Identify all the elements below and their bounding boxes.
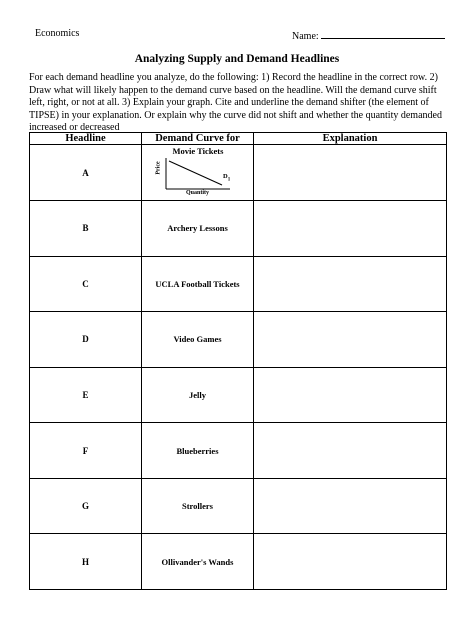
headline-cell[interactable]: A (30, 145, 142, 201)
x-axis-label: Quantity (186, 190, 210, 197)
demand-curve-cell[interactable]: UCLA Football Tickets (142, 256, 254, 312)
table-row (30, 145, 447, 201)
instructions (29, 72, 445, 135)
table-header-row (30, 133, 447, 145)
graph-title: Movie Tickets (172, 146, 224, 157)
subject-label: Economics (35, 28, 80, 39)
table-row (30, 534, 447, 590)
demand-curve-cell[interactable]: Archery Lessons (142, 201, 254, 257)
headline-cell[interactable]: G (30, 478, 142, 534)
demand-curve-line (169, 161, 222, 185)
curve-label: $D_1$ (223, 173, 231, 183)
instructions-text: For each demand headline you analyze, do the following: 1) Record the headline in the correct row. 2) Draw what will likely happen to the demand curve based on the headline. Will the demand curve shift left, right, or not at all. 3) Explain your graph. Cite and underline the demand shifter (the element of TIPSE) in your explanation. Or explain why the curve did not shift and whether the quantity demanded increased or decreased (29, 72, 442, 133)
headline-cell[interactable]: E (30, 367, 142, 423)
demand-curve-cell[interactable]: Ollivander's Wands (142, 534, 254, 590)
y-axis-label: Price (155, 161, 162, 175)
table-row (30, 201, 447, 257)
headline-cell[interactable]: H (30, 534, 142, 590)
explanation-cell[interactable] (254, 201, 447, 257)
table-row (30, 478, 447, 534)
demand-curve-cell[interactable] (142, 145, 254, 201)
explanation-cell[interactable] (254, 256, 447, 312)
demand-curve-cell[interactable]: Video Games (142, 312, 254, 368)
explanation-cell[interactable] (254, 423, 447, 479)
header-headline: Headline (30, 133, 142, 145)
table-row (30, 367, 447, 423)
name-blank-line[interactable] (321, 28, 445, 39)
header-demand-curve: Demand Curve for (142, 133, 254, 145)
demand-curve-cell[interactable]: Strollers (142, 478, 254, 534)
explanation-cell[interactable] (254, 478, 447, 534)
headline-cell[interactable]: F (30, 423, 142, 479)
explanation-cell[interactable] (254, 534, 447, 590)
demand-curve-cell[interactable]: Jelly (142, 367, 254, 423)
page-title: Analyzing Supply and Demand Headlines (134, 53, 340, 65)
table-row (30, 256, 447, 312)
explanation-cell[interactable] (254, 312, 447, 368)
example-demand-graph (142, 145, 254, 200)
table-row (30, 312, 447, 368)
explanation-cell[interactable] (254, 367, 447, 423)
headline-cell[interactable]: D (30, 312, 142, 368)
demand-curve-cell[interactable]: Blueberries (142, 423, 254, 479)
header-explanation: Explanation (254, 133, 447, 145)
headline-cell[interactable]: B (30, 201, 142, 257)
explanation-cell[interactable] (254, 145, 447, 201)
headline-cell[interactable]: C (30, 256, 142, 312)
table-row (30, 423, 447, 479)
headline-table (29, 132, 447, 590)
name-label: Name: (292, 31, 319, 42)
name-field[interactable] (292, 28, 445, 42)
